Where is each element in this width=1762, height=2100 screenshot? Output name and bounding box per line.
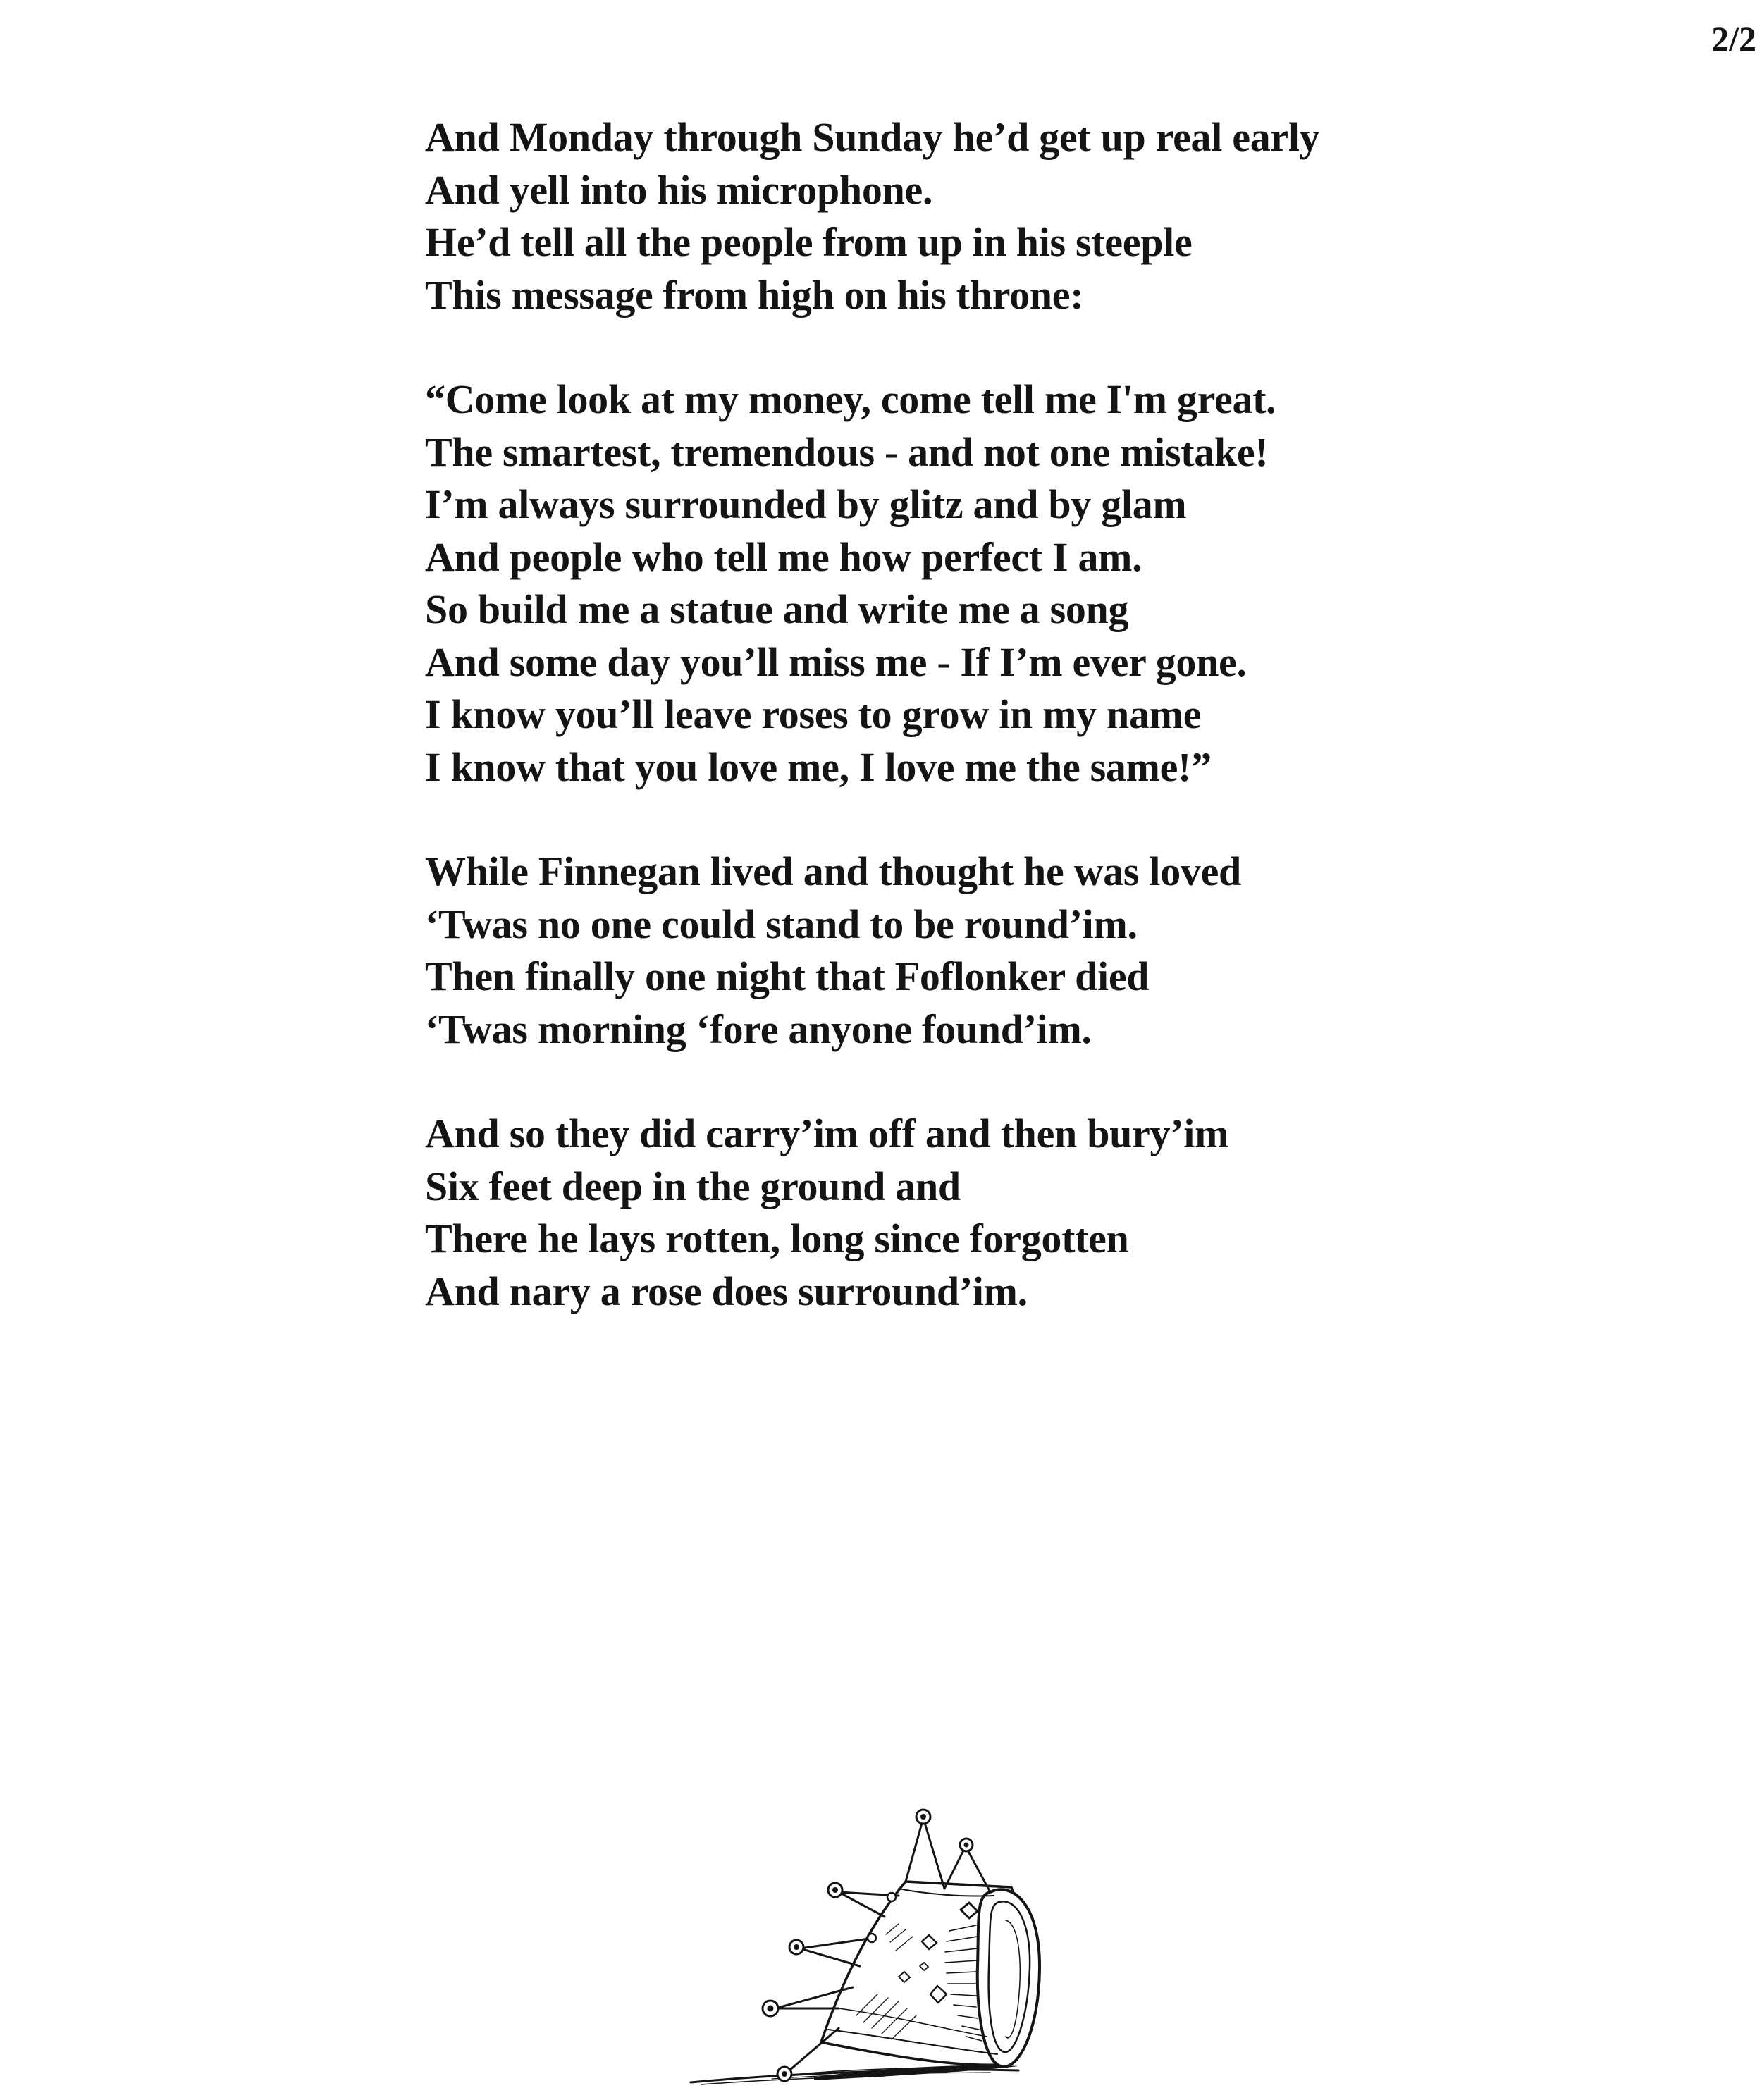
poem: [425, 111, 1694, 1370]
poem-line: Six feet deep in the ground and: [425, 1163, 961, 1209]
poem-line: While Finnegan lived and thought he was loved: [425, 848, 1241, 894]
poem-line: There he lays rotten, long since forgotten: [425, 1216, 1129, 1261]
poem-line: I know that you love me, I love me the same!”: [425, 743, 1212, 790]
poem-line: And people who tell me how perfect I am.: [425, 533, 1142, 580]
poem-line: So build me a statue and write me a song: [425, 586, 1129, 632]
poem-line: I’m always surrounded by glitz and by glam: [425, 481, 1187, 527]
poem-line: ‘Twas morning ‘fore anyone found’im.: [425, 1006, 1092, 1052]
fallen-crown-sketch: [687, 1804, 1054, 2100]
stanza-4: [425, 1108, 1694, 1318]
page-number: 2/2: [1711, 19, 1756, 58]
stanza-2: [425, 373, 1694, 793]
poem-line: And some day you’ll miss me - If I’m ever gone.: [425, 638, 1247, 685]
poem-line: And yell into his microphone.: [425, 166, 933, 213]
poem-line: And Monday through Sunday he’d get up real early: [425, 114, 1320, 160]
stanza-1: [425, 111, 1694, 321]
poem-line: He’d tell all the people from up in his steeple: [425, 219, 1193, 265]
poem-line: “Come look at my money, come tell me I'm great.: [425, 376, 1276, 422]
poem-line: Then finally one night that Foflonker died: [425, 953, 1150, 999]
poem-line: ‘Twas no one could stand to be round’im.: [425, 901, 1138, 947]
poem-line: This message from high on his throne:: [425, 271, 1084, 318]
poem-line: And so they did carry’im off and then bury’im: [425, 1111, 1229, 1156]
poem-line: The smartest, tremendous - and not one mistake!: [425, 428, 1269, 475]
poem-line: And nary a rose does surround’im.: [425, 1268, 1028, 1314]
poem-line: I know you’ll leave roses to grow in my name: [425, 691, 1202, 737]
stanza-3: [425, 846, 1694, 1056]
